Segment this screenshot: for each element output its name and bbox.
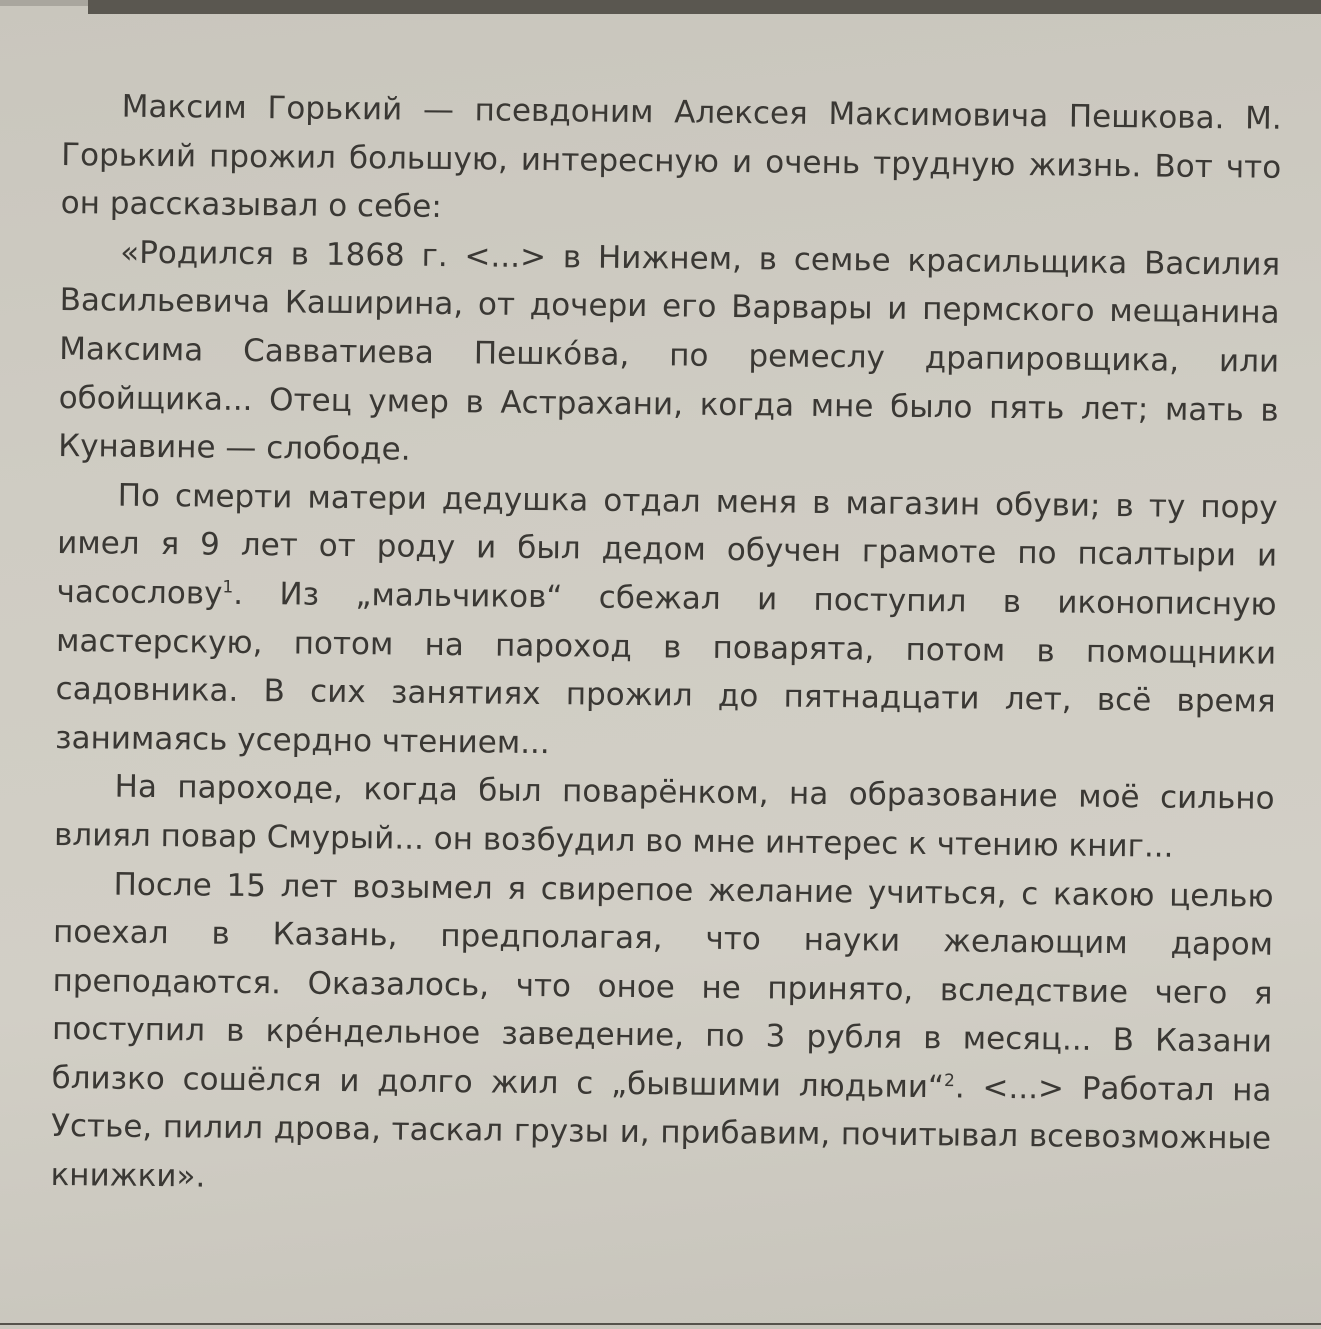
paragraph-text: . <...> Работал на Устье, пилил дрова, таскал грузы и, прибавим, почитывал всевозможные книжки». [50, 1069, 1272, 1195]
paragraph-intro [60, 82, 1281, 241]
paragraph-text: Максим Горький — псевдоним Алексея Максимовича Пешкова. М. Горький прожил большую, интересную и очень трудную жизнь. Вот что он рассказывал о себе: [60, 88, 1282, 226]
footnote-marker: 1 [222, 577, 234, 598]
paragraph-text: На пароходе, когда был поварёнком, на образование моё сильно влиял повар Смурый... он возбудил во мне интерес к чтению книг... [53, 768, 1275, 865]
paragraph-birth [58, 228, 1280, 484]
previous-page-edge [88, 0, 1321, 14]
paragraph-childhood [55, 471, 1278, 775]
paragraph-text: «Родился в 1868 г. <...> в Нижнем, в семье красильщика Василия Васильевича Каширина, от дочери его Варвары и пермского мещанина Максима Савватиева Пешкóва, по ремеслу драпировщика, или обойщика... Отец умер в Астрахани, когда мне было пять лет; мать в Кунавине — слободе. [57, 234, 1281, 468]
paragraph-kazan [50, 859, 1273, 1212]
paragraph-text: После 15 лет возымел я свирепое желание учиться, с какою целью поехал в Казань, предполагая, что науки желающим даром преподаются. Оказалось, что оное не принято, вследствие чего я поступил в крéндельное заведение, по 3 рубля в месяц... В Казани близко сошёлся и долго жил с „бывшими людьми“ [51, 866, 1274, 1106]
footnote-marker: 2 [943, 1070, 956, 1091]
paragraph-steamer [54, 762, 1275, 872]
article-text [50, 82, 1282, 1212]
page-bottom-rule [0, 1323, 1321, 1325]
paragraph-text: . Из „мальчиков“ сбежал и поступил в иконописную мастерскую, потом на пароход в поварята, потом в помощники садовника. В сих занятиях прожил до пятнадцати лет, всё время занимаясь усердно чтением... [54, 575, 1277, 761]
paragraph-text: По смерти матери дедушка отдал меня в магазин обуви; в ту пору имел я 9 лет от роду и был дедом обучен грамоте по псалтыри и часослову [56, 477, 1278, 612]
page-top-edge [0, 0, 88, 6]
